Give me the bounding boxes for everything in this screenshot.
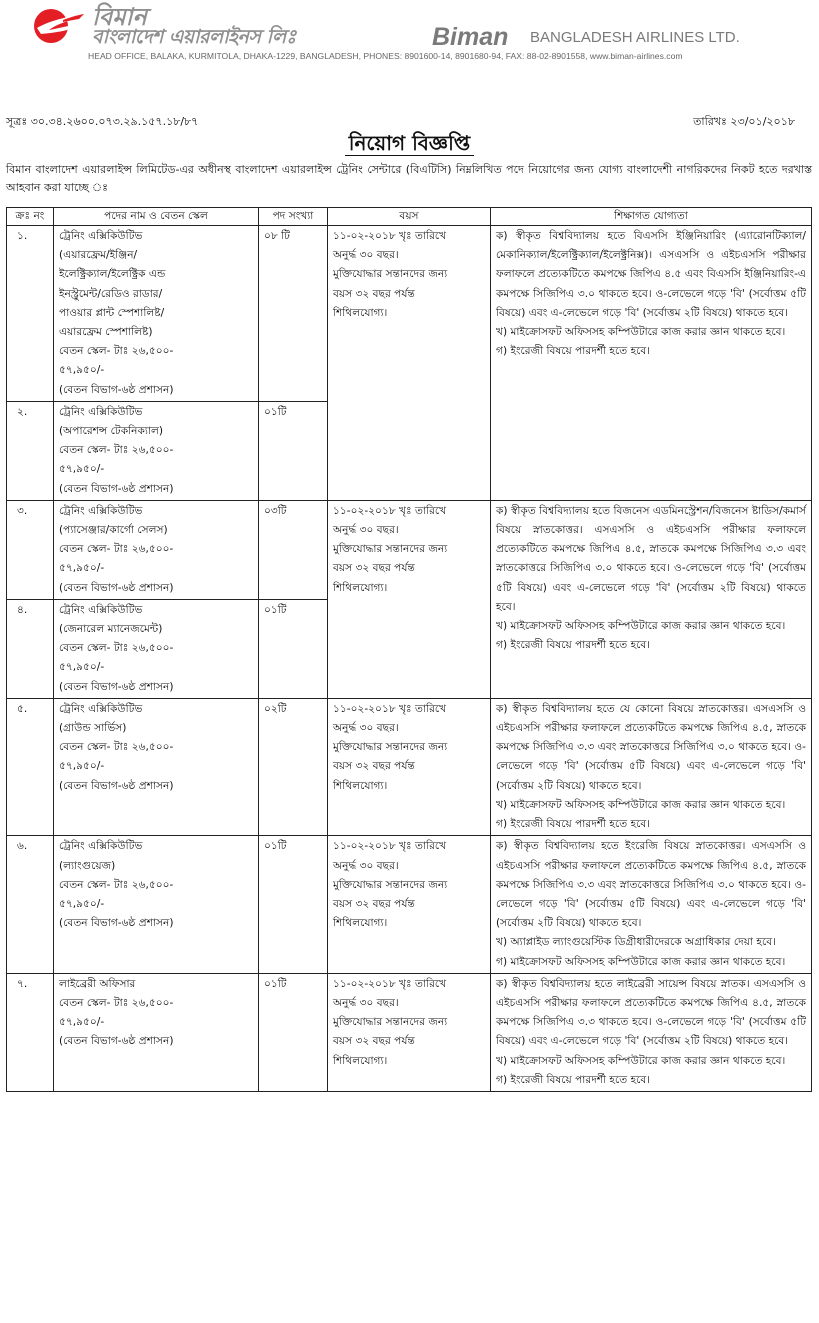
education-line: খ) মাইক্রোসফট অফিসসহ কম্পিউটারে কাজ করার জ্ঞান থাকতে হবে। <box>496 798 786 811</box>
post-cell <box>54 973 259 1091</box>
serial-cell: ৩. <box>7 500 54 599</box>
age-line: অনুর্দ্ধ ৩০ বছর। <box>333 722 399 735</box>
age-line: ১১-০২-২০১৮ খৃঃ তারিখে <box>333 702 447 715</box>
post-line: বেতন স্কেল- টাঃ ২৬,৫০০- <box>59 878 174 891</box>
age-line: অনুর্দ্ধ ৩০ বছর। <box>333 859 399 872</box>
age-line: মুক্তিযোদ্ধার সন্তানদের জন্য <box>333 878 448 891</box>
post-line: (বেতন বিভাগ-৬ষ্ঠ প্রশাসন) <box>59 680 174 693</box>
education-line: গ) ইংরেজী বিষয়ে পারদর্শী হতে হবে। <box>496 639 651 652</box>
post-line: বেতন স্কেল- টাঃ ২৬,৫০০- <box>59 345 174 358</box>
education-cell <box>491 973 812 1091</box>
serial-cell: ৪. <box>7 599 54 698</box>
post-cell <box>54 698 259 835</box>
age-cell <box>328 698 491 835</box>
post-line: (গ্রাউন্ড সার্ভিস) <box>59 722 127 735</box>
post-line: লাইব্রেরী অফিসার <box>59 977 136 990</box>
age-line: অনুর্দ্ধ ৩০ বছর। <box>333 996 399 1009</box>
education-line: খ) অ্যাপ্লাইড ল্যাংগুয়েস্টিক ডিগ্রীধারীদেরকে অগ্রাধিকার দেয়া হবে। <box>496 936 776 949</box>
count-cell: ০২টি <box>259 698 328 835</box>
post-line: (বেতন বিভাগ-৬ষ্ঠ প্রশাসন) <box>59 1035 174 1048</box>
post-line: ৫৭,৯৫০/- <box>59 661 105 674</box>
post-line: ৫৭,৯৫০/- <box>59 364 105 377</box>
education-cell <box>491 698 812 835</box>
age-line: মুক্তিযোদ্ধার সন্তানদের জন্য <box>333 741 448 754</box>
age-cell <box>328 973 491 1091</box>
age-line: বয়স ৩২ বছর পর্যন্ত <box>333 1035 415 1048</box>
intro-paragraph: বিমান বাংলাদেশ এয়ারলাইন্স লিমিটেড-এর অধীনস্থ বাংলাদেশ এয়ারলাইন্স ট্রেনিং সেন্টারে (বিএটিসি) নিম্নলিখিত পদে নিয়োগের জন্য যোগ্য বাংলাদেশী নাগরিকদের নিকট হতে দরখাস্ত আহবান করা যাচ্ছে ঃ <box>6 163 812 194</box>
serial-cell: ২. <box>7 401 54 500</box>
education-line: ক) স্বীকৃত বিশ্ববিদ্যালয় হতে বিজনেস এডমিনস্ট্রেশন/বিজনেস ষ্টাডিস/কমার্স বিষয়ে স্নাতকোত্তর। এসএসসি ও এইচএসসি পরীক্ষার ফলাফলে প্রত্যেকটিতে কমপক্ষে জিপিএ ৪.৫, স্নাতকে কমপক্ষে সিজিপিএ ৩.৩ এবং স্নাতকোত্তরে সিজিপিএ ৩.০ থাকতে হবে। ও-লেভেলে গড়ে 'বি' (সর্বোত্তম ৫টি বিষয়ে) এবং এ-লেভেলে গড়ে 'বি' (সর্বোত্তম ২টি বিষয়ে) থাকতে হবে। <box>496 504 806 613</box>
table-body <box>7 226 812 1092</box>
education-line: খ) মাইক্রোসফট অফিসসহ কম্পিউটারে কাজ করার জ্ঞান থাকতে হবে। <box>496 620 786 633</box>
age-line: শিথিলযোগ্য। <box>333 581 388 594</box>
header-count: পদ সংখ্যা <box>259 208 328 226</box>
post-line: ৫৭,৯৫০/- <box>59 463 105 476</box>
count-cell: ০৮ টি <box>259 226 328 402</box>
serial-cell: ৫. <box>7 698 54 835</box>
age-line: ১১-০২-২০১৮ খৃঃ তারিখে <box>333 977 447 990</box>
count-cell: ০১টি <box>259 401 328 500</box>
count-cell: ০১টি <box>259 836 328 973</box>
table-row <box>7 500 812 599</box>
age-line: বয়স ৩২ বছর পর্যন্ত <box>333 287 415 300</box>
serial-cell: ৬. <box>7 836 54 973</box>
count-cell: ০১টি <box>259 973 328 1091</box>
biman-bird-logo-icon <box>33 8 85 44</box>
education-line: গ) ইংরেজী বিষয়ে পারদর্শী হতে হবে। <box>496 818 651 831</box>
age-line: মুক্তিযোদ্ধার সন্তানদের জন্য <box>333 1016 448 1029</box>
post-line: ট্রেনিং এক্সিকিউটিভ <box>59 504 143 517</box>
post-line: (বেতন বিভাগ-৬ষ্ঠ প্রশাসন) <box>59 581 174 594</box>
age-line: শিথিলযোগ্য। <box>333 779 388 792</box>
age-line: শিথিলযোগ্য। <box>333 917 388 930</box>
age-line: বয়স ৩২ বছর পর্যন্ত <box>333 562 415 575</box>
post-cell <box>54 599 259 698</box>
post-line: ট্রেনিং এক্সিকিউটিভ <box>59 405 143 418</box>
post-line: (অপারেশন্স টেকনিক্যাল) <box>59 425 164 438</box>
table-row <box>7 836 812 973</box>
age-line: মুক্তিযোদ্ধার সন্তানদের জন্য <box>333 268 448 281</box>
education-line: খ) মাইক্রোসফট অফিসসহ কম্পিউটারে কাজ করার জ্ঞান থাকতে হবে। <box>496 1054 786 1067</box>
post-line: ৫৭,৯৫০/- <box>59 897 105 910</box>
age-line: শিথিলযোগ্য। <box>333 1054 388 1067</box>
education-line: গ) ইংরেজী বিষয়ে পারদর্শী হতে হবে। <box>496 345 651 358</box>
post-line: বেতন স্কেল- টাঃ ২৬,৫০০- <box>59 543 174 556</box>
post-line: ট্রেনিং এক্সিকিউটিভ <box>59 603 143 616</box>
table-row <box>7 698 812 835</box>
brand-english-bold: Biman <box>432 23 509 51</box>
post-cell <box>54 226 259 402</box>
post-line: (বেতন বিভাগ-৬ষ্ঠ প্রশাসন) <box>59 779 174 792</box>
post-line: (ল্যাংগুয়েজ) <box>59 859 116 872</box>
age-cell <box>328 226 491 501</box>
post-line: ট্রেনিং এক্সিকিউটিভ <box>59 840 143 853</box>
header-education: শিক্ষাগত যোগ্যতা <box>491 208 812 226</box>
post-line: পাওয়ার প্লান্ট স্পেশালিষ্ট/ <box>59 306 165 319</box>
header-serial: ক্রঃ নং <box>7 208 54 226</box>
age-line: মুক্তিযোদ্ধার সন্তানদের জন্য <box>333 543 448 556</box>
memo-reference: সূত্রঃ ৩০.৩৪.২৬০০.০৭৩.২৯.১৫৭.১৮/৮৭ <box>6 115 199 128</box>
post-line: (বেতন বিভাগ-৬ষ্ঠ প্রশাসন) <box>59 482 174 495</box>
table-row <box>7 973 812 1091</box>
post-line: ইনস্ট্রুমেন্ট/রেডিও রাডার/ <box>59 287 163 300</box>
age-line: ১১-০২-২০১৮ খৃঃ তারিখে <box>333 504 447 517</box>
page-title <box>0 129 819 162</box>
post-cell <box>54 401 259 500</box>
header-post: পদের নাম ও বেতন স্কেল <box>54 208 259 226</box>
age-line: বয়স ৩২ বছর পর্যন্ত <box>333 897 415 910</box>
age-cell <box>328 500 491 698</box>
post-cell <box>54 500 259 599</box>
education-cell <box>491 836 812 973</box>
post-line: (জেনারেল ম্যানেজমেন্ট) <box>59 623 163 636</box>
post-line: এয়ারফ্রেম স্পেশালিষ্ট) <box>59 326 153 339</box>
education-cell <box>491 226 812 501</box>
post-line: (বেতন বিভাগ-৬ষ্ঠ প্রশাসন) <box>59 383 174 396</box>
brand-bangla-line1: বিমান <box>92 2 147 31</box>
education-line: ক) স্বীকৃত বিশ্ববিদ্যালয় হতে লাইব্রেরী সায়েন্স বিষয়ে স্নাতক। এসএসসি ও এইচএসসি পরীক্ষার ফলাফলে প্রত্যেকটিতে কমপক্ষে জিপিএ ৪.৫, স্নাতকে কমপক্ষে সিজিপিএ ৩.৩ থাকতে হবে। ও-লেভেলে গড়ে 'বি' (সর্বোত্তম ৫টি বিষয়ে) এবং এ-লেভেলে গড়ে 'বি' (সর্বোত্তম ২টি বিষয়ে) থাকতে হবে। <box>496 977 806 1048</box>
serial-cell: ৭. <box>7 973 54 1091</box>
post-line: বেতন স্কেল- টাঃ ২৬,৫০০- <box>59 996 174 1009</box>
post-line: বেতন স্কেল- টাঃ ২৬,৫০০- <box>59 741 174 754</box>
count-cell: ০৩টি <box>259 500 328 599</box>
age-line: অনুর্দ্ধ ৩০ বছর। <box>333 249 399 262</box>
age-line: ১১-০২-২০১৮ খৃঃ তারিখে <box>333 230 447 242</box>
age-line: অনুর্দ্ধ ৩০ বছর। <box>333 524 399 537</box>
post-line: ৫৭,৯৫০/- <box>59 1016 105 1029</box>
memo-date: তারিখঃ ২৩/০১/২০১৮ <box>693 115 795 128</box>
count-cell: ০১টি <box>259 599 328 698</box>
serial-cell: ১. <box>7 226 54 402</box>
post-line: বেতন স্কেল- টাঃ ২৬,৫০০- <box>59 444 174 457</box>
post-line: (এয়ারফ্রেম/ইঞ্জিন/ <box>59 249 138 262</box>
post-line: ট্রেনিং এক্সিকিউটিভ <box>59 702 143 715</box>
age-line: ১১-০২-২০১৮ খৃঃ তারিখে <box>333 840 447 853</box>
table-row <box>7 226 812 402</box>
post-line: ৫৭,৯৫০/- <box>59 760 105 773</box>
brand-english-rest: BANGLADESH AIRLINES LTD. <box>530 29 740 46</box>
post-cell <box>54 836 259 973</box>
post-line: ইলেক্ট্রিক্যাল/ইলেক্ট্রিক এন্ড <box>59 268 166 281</box>
education-line: গ) মাইক্রোসফট অফিসসহ কম্পিউটারে কাজ করার জ্ঞান থাকতে হবে। <box>496 955 786 968</box>
education-line: ক) স্বীকৃত বিশ্ববিদ্যালয় হতে ইংরেজি বিষয়ে স্নাতকোত্তর। এসএসসি ও এইচএসসি পরীক্ষার ফলাফলে প্রত্যেকটিতে কমপক্ষে জিপিএ ৪.৫, স্নাতকে কমপক্ষে সিজিপিএ ৩.৩ এবং স্নাতকোত্তরে সিজিপিএ ৩.০ থাকতে হবে। ও-লেভেলে গড়ে 'বি' (সর্বোত্তম ৫টি বিষয়ে) এবং এ-লেভেলে গড়ে 'বি' (সর্বোত্তম ২টি বিষয়ে) থাকতে হবে। <box>496 840 806 930</box>
head-office-address: HEAD OFFICE, BALAKA, KURMITOLA, DHAKA-1229, BANGLADESH, PHONES: 8901600-14, 8901680-94, FAX: 88-02-8901558, www.biman-airlines.com <box>88 51 683 61</box>
education-line: খ) মাইক্রোসফট অফিসসহ কম্পিউটারে কাজ করার জ্ঞান থাকতে হবে। <box>496 326 786 339</box>
post-line: (প্যাসেঞ্জার/কার্গো সেলস) <box>59 524 168 537</box>
age-line: শিথিলযোগ্য। <box>333 306 388 319</box>
page-title-text: নিয়োগ বিজ্ঞপ্তি <box>345 131 475 156</box>
age-cell <box>328 836 491 973</box>
post-line: (বেতন বিভাগ-৬ষ্ঠ প্রশাসন) <box>59 917 174 930</box>
brand-bangla-line2: বাংলাদেশ এয়ারলাইনস লিঃ <box>92 26 296 48</box>
education-line: ক) স্বীকৃত বিশ্ববিদ্যালয় হতে বিএসসি ইঞ্জিনিয়ারিং (এ্যারোনটিক্যাল/মেকানিক্যাল/ইলেক্ট্রিক্যাল/ইলেক্ট্রনিক্স)। এসএসসি ও এইচএসসি পরীক্ষার ফলাফলে প্রত্যেকটিতে কমপক্ষে জিপিএ ৪.৫ এবং বিএসসি ইঞ্জিনিয়ারিং-এ কমপক্ষে সিজিপিএ ৩.০ থাকতে হবে। ও-লেভেলে গড়ে 'বি' (সর্বোত্তম ৫টি বিষয়ে) এবং এ-লেভেলে গড়ে 'বি' (সর্বোত্তম ২টি বিষয়ে) থাকতে হবে। <box>496 230 806 319</box>
post-line: ট্রেনিং এক্সিকিউটিভ <box>59 230 143 242</box>
post-line: বেতন স্কেল- টাঃ ২৬,৫০০- <box>59 642 174 655</box>
education-line: ক) স্বীকৃত বিশ্ববিদ্যালয় হতে যে কোনো বিষয়ে স্নাতকোত্তর। এসএসসি ও এইচএসসি পরীক্ষার ফলাফলে প্রত্যেকটিতে কমপক্ষে জিপিএ ৪.৫, স্নাতকে কমপক্ষে সিজিপিএ ৩.৩ এবং স্নাতকোত্তরে সিজিপিএ ৩.০ থাকতে হবে। ও-লেভেলে গড়ে 'বি' (সর্বোত্তম ৫টি বিষয়ে) এবং এ-লেভেলে গড়ে 'বি' (সর্বোত্তম ২টি বিষয়ে) থাকতে হবে। <box>496 702 806 792</box>
education-line: গ) ইংরেজী বিষয়ে পারদর্শী হতে হবে। <box>496 1073 651 1086</box>
table-header-row <box>7 208 812 226</box>
post-line: ৫৭,৯৫০/- <box>59 562 105 575</box>
job-table <box>6 207 812 1092</box>
letterhead <box>0 0 819 70</box>
header-age: বয়স <box>328 208 491 226</box>
education-cell <box>491 500 812 698</box>
age-line: বয়স ৩২ বছর পর্যন্ত <box>333 760 415 773</box>
